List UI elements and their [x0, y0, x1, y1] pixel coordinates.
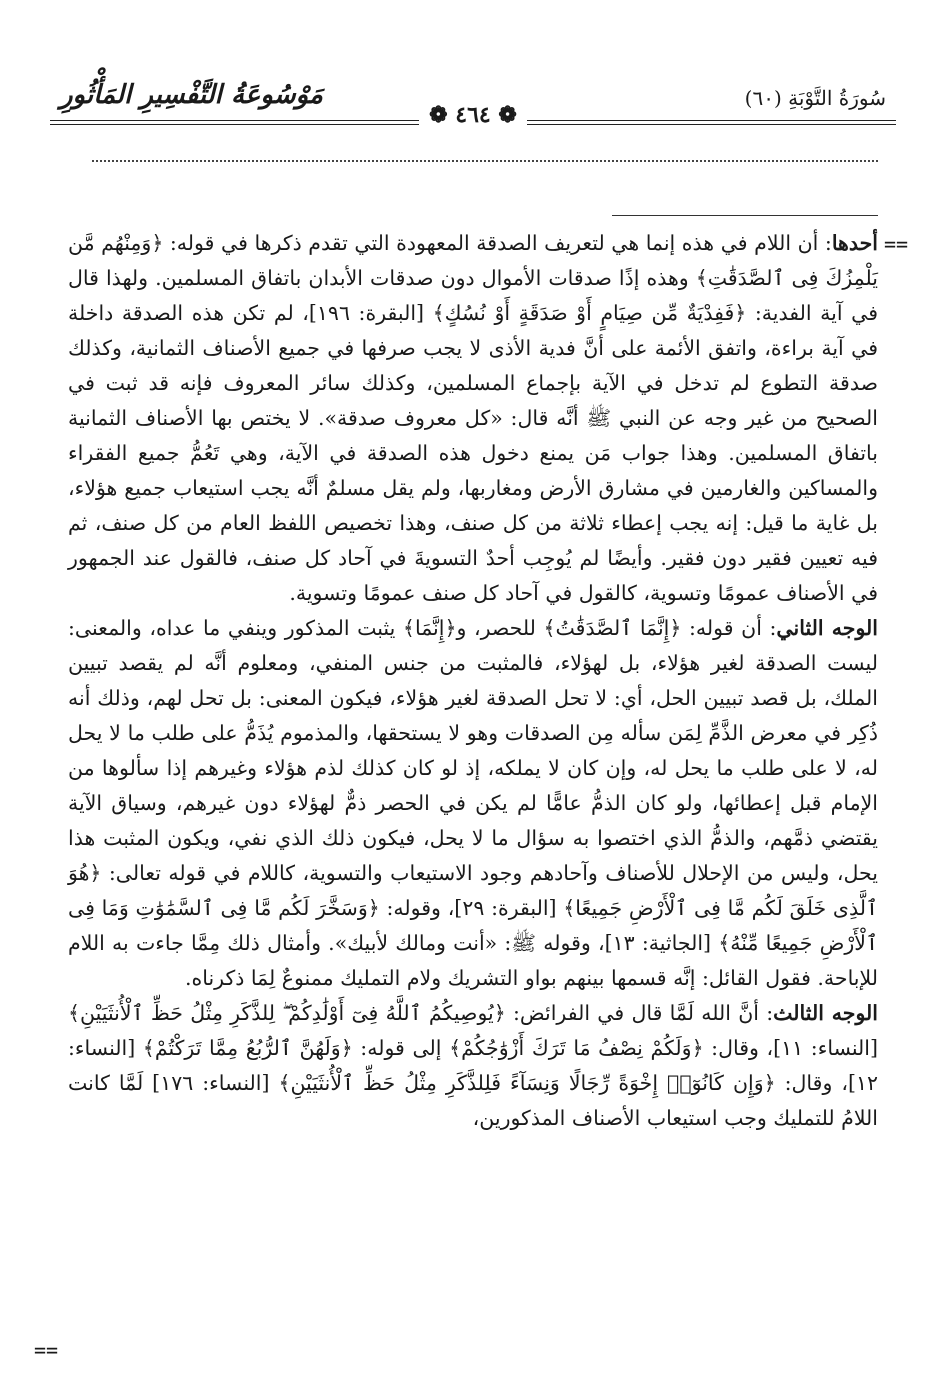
paragraph-lead: أحدها: [831, 231, 878, 255]
paragraph-2: [68, 611, 878, 996]
book-title: مَوْسُوعَةُ التَّفْسِيرِ المَأْثُورِ: [60, 80, 323, 110]
page-number: [419, 102, 527, 128]
footnote-body: [68, 226, 878, 1136]
paragraph-text: : أن اللام في هذه إنما هي لتعريف الصدقة المعهودة التي تقدم ذكرها في قوله: ﴿وَمِنْهُم مَّن يَلْمِزُكَ فِى ٱلصَّدَقَٰتِ﴾ وهذه إذًا صدقات الأموال دون صدقات الأبدان باتفاق المسلمين. ولهذا قال في آية الفدية: ﴿فَفِدْيَةٌ مِّن صِيَامٍ أَوْ صَدَقَةٍ أَوْ نُسُكٍ﴾ [البقرة: ١٩٦]، لم تكن هذه الصدقة داخلة في آية براءة، واتفق الأئمة على أنَّ فدية الأذى لا يجب صرفها في جميع الأصناف الثمانية، وكذلك صدقة التطوع لم تدخل في الآية بإجماع المسلمين، وكذلك سائر المعروف فإنه قد ثبت في الصحيح من غير وجه عن النبي ﷺ أنَّه قال: «كل معروف صدقة». لا يختص بها الأصناف الثمانية باتفاق المسلمين. وهذا جواب مَن يمنع دخول هذه الصدقة في الآية، وهي تَعُمُّ جميع الفقراء والمساكين والغارمين في مشارق الأرض ومغاربها، ولم يقل مسلمٌ أنَّه يجب استيعاب جميع هؤلاء، بل غاية ما قيل: إنه يجب إعطاء ثلاثة من كل صنف، وهذا تخصيص اللفظ العام من كل صنف، ثم فيه تعيين فقير دون فقير. وأيضًا لم يُوجِب أحدٌ التسويةَ في آحاد كل صنف، فالقول عند الجمهور في الأصناف عمومًا وتسوية، كالقول في آحاد كل صنف عمومًا وتسوية.: [68, 231, 878, 605]
continuation-marker-start: ==: [884, 232, 909, 256]
running-header: [60, 40, 886, 130]
footnote-rule: [612, 215, 878, 216]
paragraph-1: [68, 226, 878, 611]
paragraph-3: [68, 996, 878, 1136]
paragraph-lead: الوجه الثاني: [776, 616, 878, 640]
dotted-separator: [92, 160, 878, 162]
page-number-text: ٤٦٤: [455, 102, 491, 128]
ornament-right-icon: ❁: [429, 102, 456, 128]
paragraph-text: : أن قوله: ﴿إِنَّمَا ٱلصَّدَقَٰتُ﴾ للحصر، و﴿إِنَّمَا﴾ يثبت المذكور وينفي ما عداه، والمعنى: ليست الصدقة لغير هؤلاء، بل لهؤلاء، فالمثبت من جنس المنفي، ومعلوم أنَّه لم يقصد تبيين الملك، بل قصد تبيين الحل، أي: لا تحل الصدقة لغير هؤلاء، فيكون المعنى: بل تحل لهم، وذلك أنه ذُكِر في معرض الذَّمِّ لِمَن سأله مِن الصدقات وهو لا يستحقها، والمذموم يُذَمُّ على طلب ما لا يحل له، لا على طلب ما يحل له، وإن كان لا يملكه، إذ لو كان كذلك لذم هؤلاء وغيرهم إذا سألوها من الإمام قبل إعطائها، ولو كان الذمُّ عامًّا لم يكن في الحصر ذمٌّ لهؤلاء دون غيرهم، وسياق الآية يقتضي ذمَّهم، والذمُّ الذي اختصوا به سؤال ما لا يحل، فيكون ذلك الذي نفي، ويكون المثبت هذا يحل، وليس من الإحلال للأصناف وآحادهم وجود الاستيعاب والتسوية، كاللام في قوله تعالى: ﴿هُوَ ٱلَّذِى خَلَقَ لَكُم مَّا فِى ٱلْأَرْضِ جَمِيعًا﴾ [البقرة: ٢٩]، وقوله: ﴿وَسَخَّرَ لَكُم مَّا فِى ٱلسَّمَٰوَٰتِ وَمَا فِى ٱلْأَرْضِ جَمِيعًا مِّنْهُ﴾ [الجاثية: ١٣]، وقوله ﷺ: «أنت ومالك لأبيك». وأمثال ذلك مِمَّا جاءت به اللام للإباحة. فقول القائل: إنَّه قسمها بينهم بواو التشريك ولام التمليك ممنوعٌ لِمَا ذكرناه.: [68, 616, 878, 990]
continuation-marker-end: ==: [34, 1338, 59, 1362]
sura-title: سُورَةُ التَّوْبَةِ (٦٠): [744, 86, 886, 110]
paragraph-lead: الوجه الثالث: [773, 1001, 878, 1025]
paragraph-text: : أنَّ الله لَمَّا قال في الفرائض: ﴿يُوصِيكُمُ ٱللَّهُ فِىٓ أَوْلَٰدِكُمْ ۖ لِلذَّكَرِ مِثْلُ حَظِّ ٱلْأُنثَيَيْنِ﴾ [النساء: ١١]، وقال: ﴿وَلَكُمْ نِصْفُ مَا تَرَكَ أَزْوَٰجُكُمْ﴾ إلى قوله: ﴿وَلَهُنَّ ٱلرُّبُعُ مِمَّا تَرَكْتُمْ﴾ [النساء: ١٢]، وقال: ﴿وَإِن كَانُوٓا۟ إِخْوَةً رِّجَالًا وَنِسَآءً فَلِلذَّكَرِ مِثْلُ حَظِّ ٱلْأُنثَيَيْنِ﴾ [النساء: ١٧٦] لَمَّا كانت اللامُ للتمليك وجب استيعاب الأصناف المذكورين،: [68, 1001, 878, 1130]
ornament-left-icon: ❁: [490, 102, 517, 128]
